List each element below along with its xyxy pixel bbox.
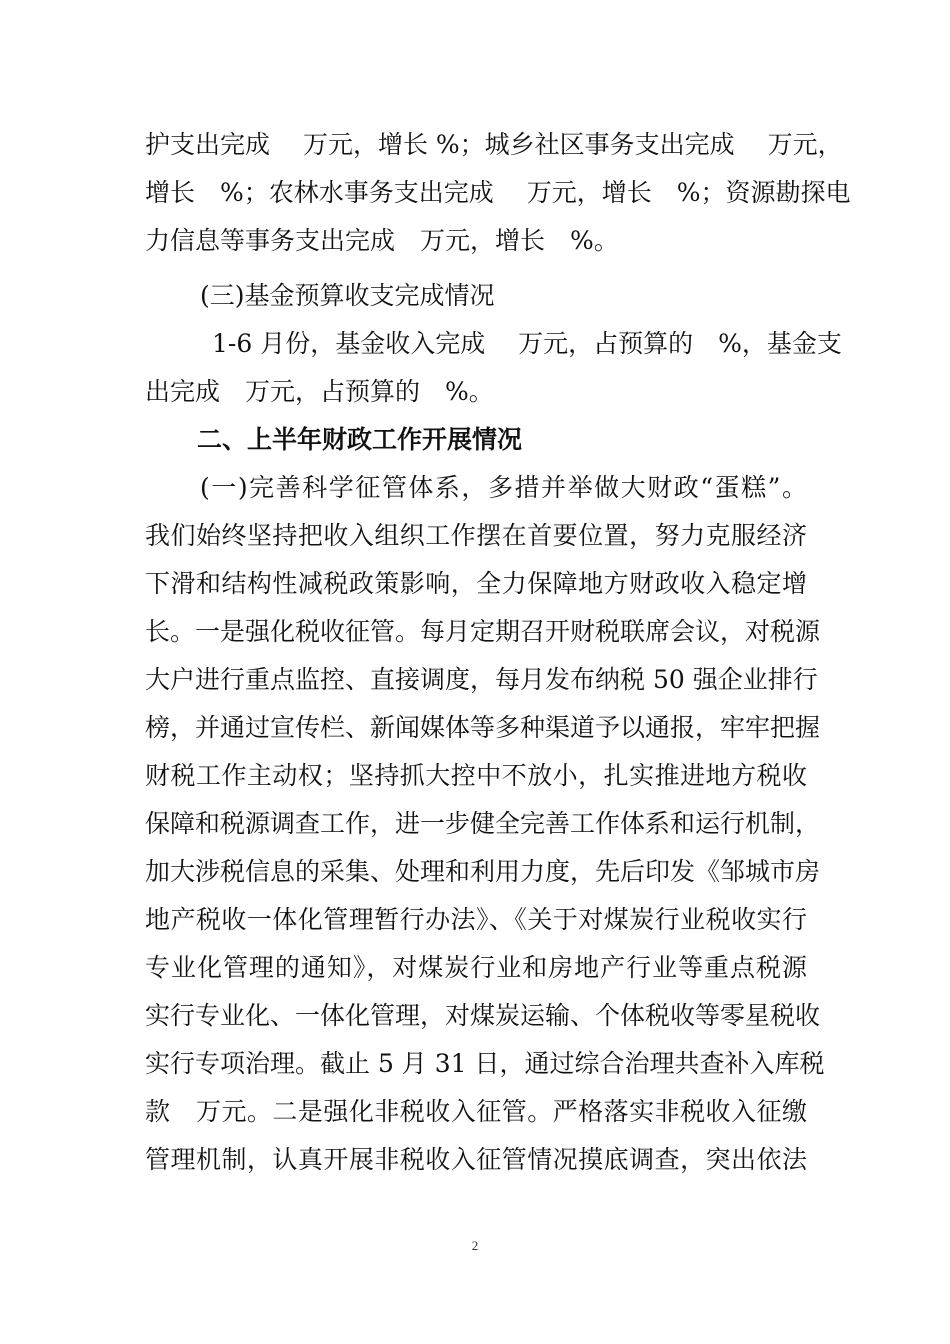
text-line: 出完成 万元，占预算的 %。 xyxy=(145,377,494,406)
text-line: 我们始终坚持把收入组织工作摆在首要位置，努力克服经济 xyxy=(145,521,807,550)
text-line: 地产税收一体化管理暂行办法》、《关于对煤炭行业税收实行 xyxy=(145,905,807,934)
text-line: 大户进行重点监控、直接调度，每月发布纳税 50 强企业排行 xyxy=(145,665,818,694)
text-line: 保障和税源调查工作，进一步健全完善工作体系和运行机制， xyxy=(145,809,821,838)
text-line: 管理机制，认真开展非税收入征管情况摸底调查，突出依法 xyxy=(145,1145,807,1174)
text-line: 下滑和结构性减税政策影响，全力保障地方财政收入稳定增 xyxy=(145,569,807,598)
text-line: 实行专业化、一体化管理，对煤炭运输、个体税收等零星税收 xyxy=(145,1001,821,1030)
text-line: 实行专项治理。截止 5 月 31 日，通过综合治理共查补入库税 xyxy=(145,1049,825,1078)
text-line: 护支出完成 万元，增长 %；城乡社区事务支出完成 万元， xyxy=(145,130,843,159)
text-line: 财税工作主动权；坚持抓大控中不放小，扎实推进地方税收 xyxy=(145,761,807,790)
text-line: 长。一是强化税收征管。每月定期召开财税联席会议，对税源 xyxy=(145,617,821,646)
text-line: 1-6 月份，基金收入完成 万元，占预算的 %，基金支 xyxy=(212,329,842,358)
heading-work-progress: 二、上半年财政工作开展情况 xyxy=(197,425,523,454)
text-line: 榜，并通过宣传栏、新闻媒体等多种渠道予以通报，牢牢把握 xyxy=(145,713,821,742)
text-line: 款 万元。二是强化非税收入征管。严格落实非税收入征缴 xyxy=(145,1097,807,1126)
text-line: 加大涉税信息的采集、处理和利用力度，先后印发《邹城市房 xyxy=(145,857,821,886)
text-line: 增长 %；农林水事务支出完成 万元，增长 %；资源勘探电 xyxy=(145,178,851,207)
page-number: 2 xyxy=(471,1238,479,1253)
text-line: 专业化管理的通知》，对煤炭行业和房地产行业等重点税源 xyxy=(145,953,807,982)
text-line: 力信息等事务支出完成 万元，增长 %。 xyxy=(145,226,619,255)
subsection-title: (一)完善科学征管体系，多措并举做大财政“蛋糕”。 xyxy=(200,473,807,502)
section-title-fund-budget: (三)基金预算收支完成情况 xyxy=(200,281,495,310)
